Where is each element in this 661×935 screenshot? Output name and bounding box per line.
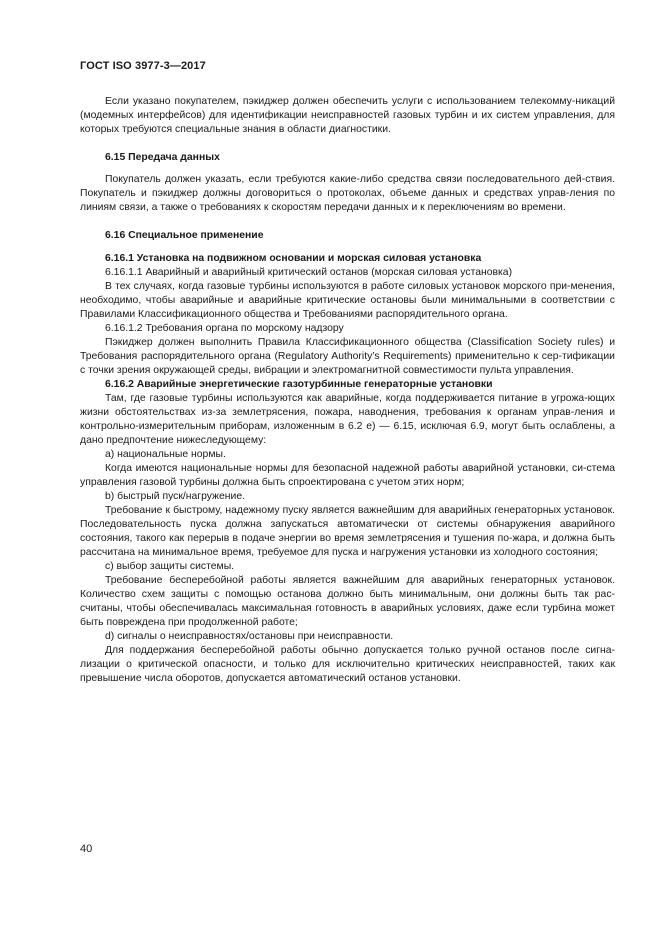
- list-item-a-body: Когда имеются национальные нормы для безопасной надежной работы аварийной установки, си-стема управления газовой турбины должна быть спроектирована с учетом этих норм;: [80, 463, 615, 488]
- subsection-heading-6-16-1: 6.16.1 Установка на подвижном основании и морская силовая установка: [105, 253, 482, 264]
- section-heading-6-16: 6.16 Специальное применение: [105, 230, 264, 241]
- list-item-a-title: а) национальные нормы.: [105, 449, 226, 460]
- clause-body-6-16-1-1: В тех случаях, когда газовые турбины используются в работе силовых установок морского при-менения, необходимо, чтобы аварийные и аварийные критические остановы были минимальными в соответствии с Правилами Классификационного общества и Требованиями распорядительного органа.: [80, 281, 615, 320]
- section-heading-6-15: 6.15 Передача данных: [105, 152, 220, 163]
- list-item-d-title: d) сигналы о неисправностях/остановы при неисправности.: [105, 631, 394, 642]
- clause-title-6-16-1-2: 6.16.1.2 Требования органа по морскому надзору: [105, 323, 344, 334]
- document-body: [80, 95, 615, 686]
- list-item-c-title: с) выбор защиты системы.: [105, 561, 235, 572]
- subsection-heading-6-16-2: 6.16.2 Аварийные энергетические газотурбинные генераторные установки: [105, 379, 493, 390]
- paragraph-6-15: Покупатель должен указать, если требуются какие-либо средства связи последовательного дей-ствия. Покупатель и пэкиджер должны договориться о протоколах, объеме данных и средствах управ-ления по линиям связи, а также о требованиях к скоростям передачи данных и к переключениям во времени.: [80, 174, 615, 213]
- list-item-b-body: Требование к быстрому, надежному пуску является важнейшим для аварийных генераторных установок. Последовательность пуска должна запускаться автоматически от системы обнаружения аварийного состояния, такого как перерыв в подаче энергии во время землетрясения и тушения по-жара, и должна быть рассчитана на минимальное время, требуемое для пуска и нагружения установки из холодного состояния;: [80, 505, 615, 558]
- paragraph-6-16-2: Там, где газовые турбины используются как аварийные, когда поддерживается питание в угрожа-ющих жизни обстоятельствах из-за землетрясения, пожара, наводнения, требования к органам управ-ления и контрольно-измерительным приборам, изложенным в 6.2 е) — 6.15, исключая 6.9, могут быть ослаблены, а дано предпочтение нижеследующему:: [80, 393, 615, 446]
- clause-body-6-16-1-2: Пэкиджер должен выполнить Правила Классификационного общества (Classification Society rules) и Требования распорядительного органа (Regulatory Authority’s Requirements) применительно к сер-тификации с точки зрения окружающей среды, вибрации и электромагнитной совместимости пульта управления.: [80, 337, 615, 376]
- list-item-c-body: Требование бесперебойной работы является важнейшим для аварийных генераторных установок. Количество схем защиты с помощью останова должно быть минимальным, они должны быть так рас-считаны, чтобы обеспечивалась максимальная готовность в аварийных условиях, даже если турбина может быть повреждена при продолженной работе;: [80, 575, 615, 628]
- list-item-d-body: Для поддержания бесперебойной работы обычно допускается только ручной останов после сигна-лизации о критической опасности, и только для исключительно критических неисправностей, таких как превышение числа оборотов, допускается автоматический останов установки.: [80, 645, 615, 684]
- paragraph-telecom: Если указано покупателем, пэкиджер должен обеспечить услуги с использованием телекомму-никаций (модемных интерфейсов) для идентификации неисправностей газовых турбин и их систем управления, для которых требуются специальные знания в области диагностики.: [80, 96, 615, 135]
- list-item-b-title: b) быстрый пуск/нагружение.: [105, 491, 245, 502]
- page-number: 40: [80, 843, 93, 855]
- clause-title-6-16-1-1: 6.16.1.1 Аварийный и аварийный критический останов (морская силовая установка): [105, 267, 513, 278]
- standard-header: ГОСТ ISO 3977-3—2017: [80, 60, 206, 72]
